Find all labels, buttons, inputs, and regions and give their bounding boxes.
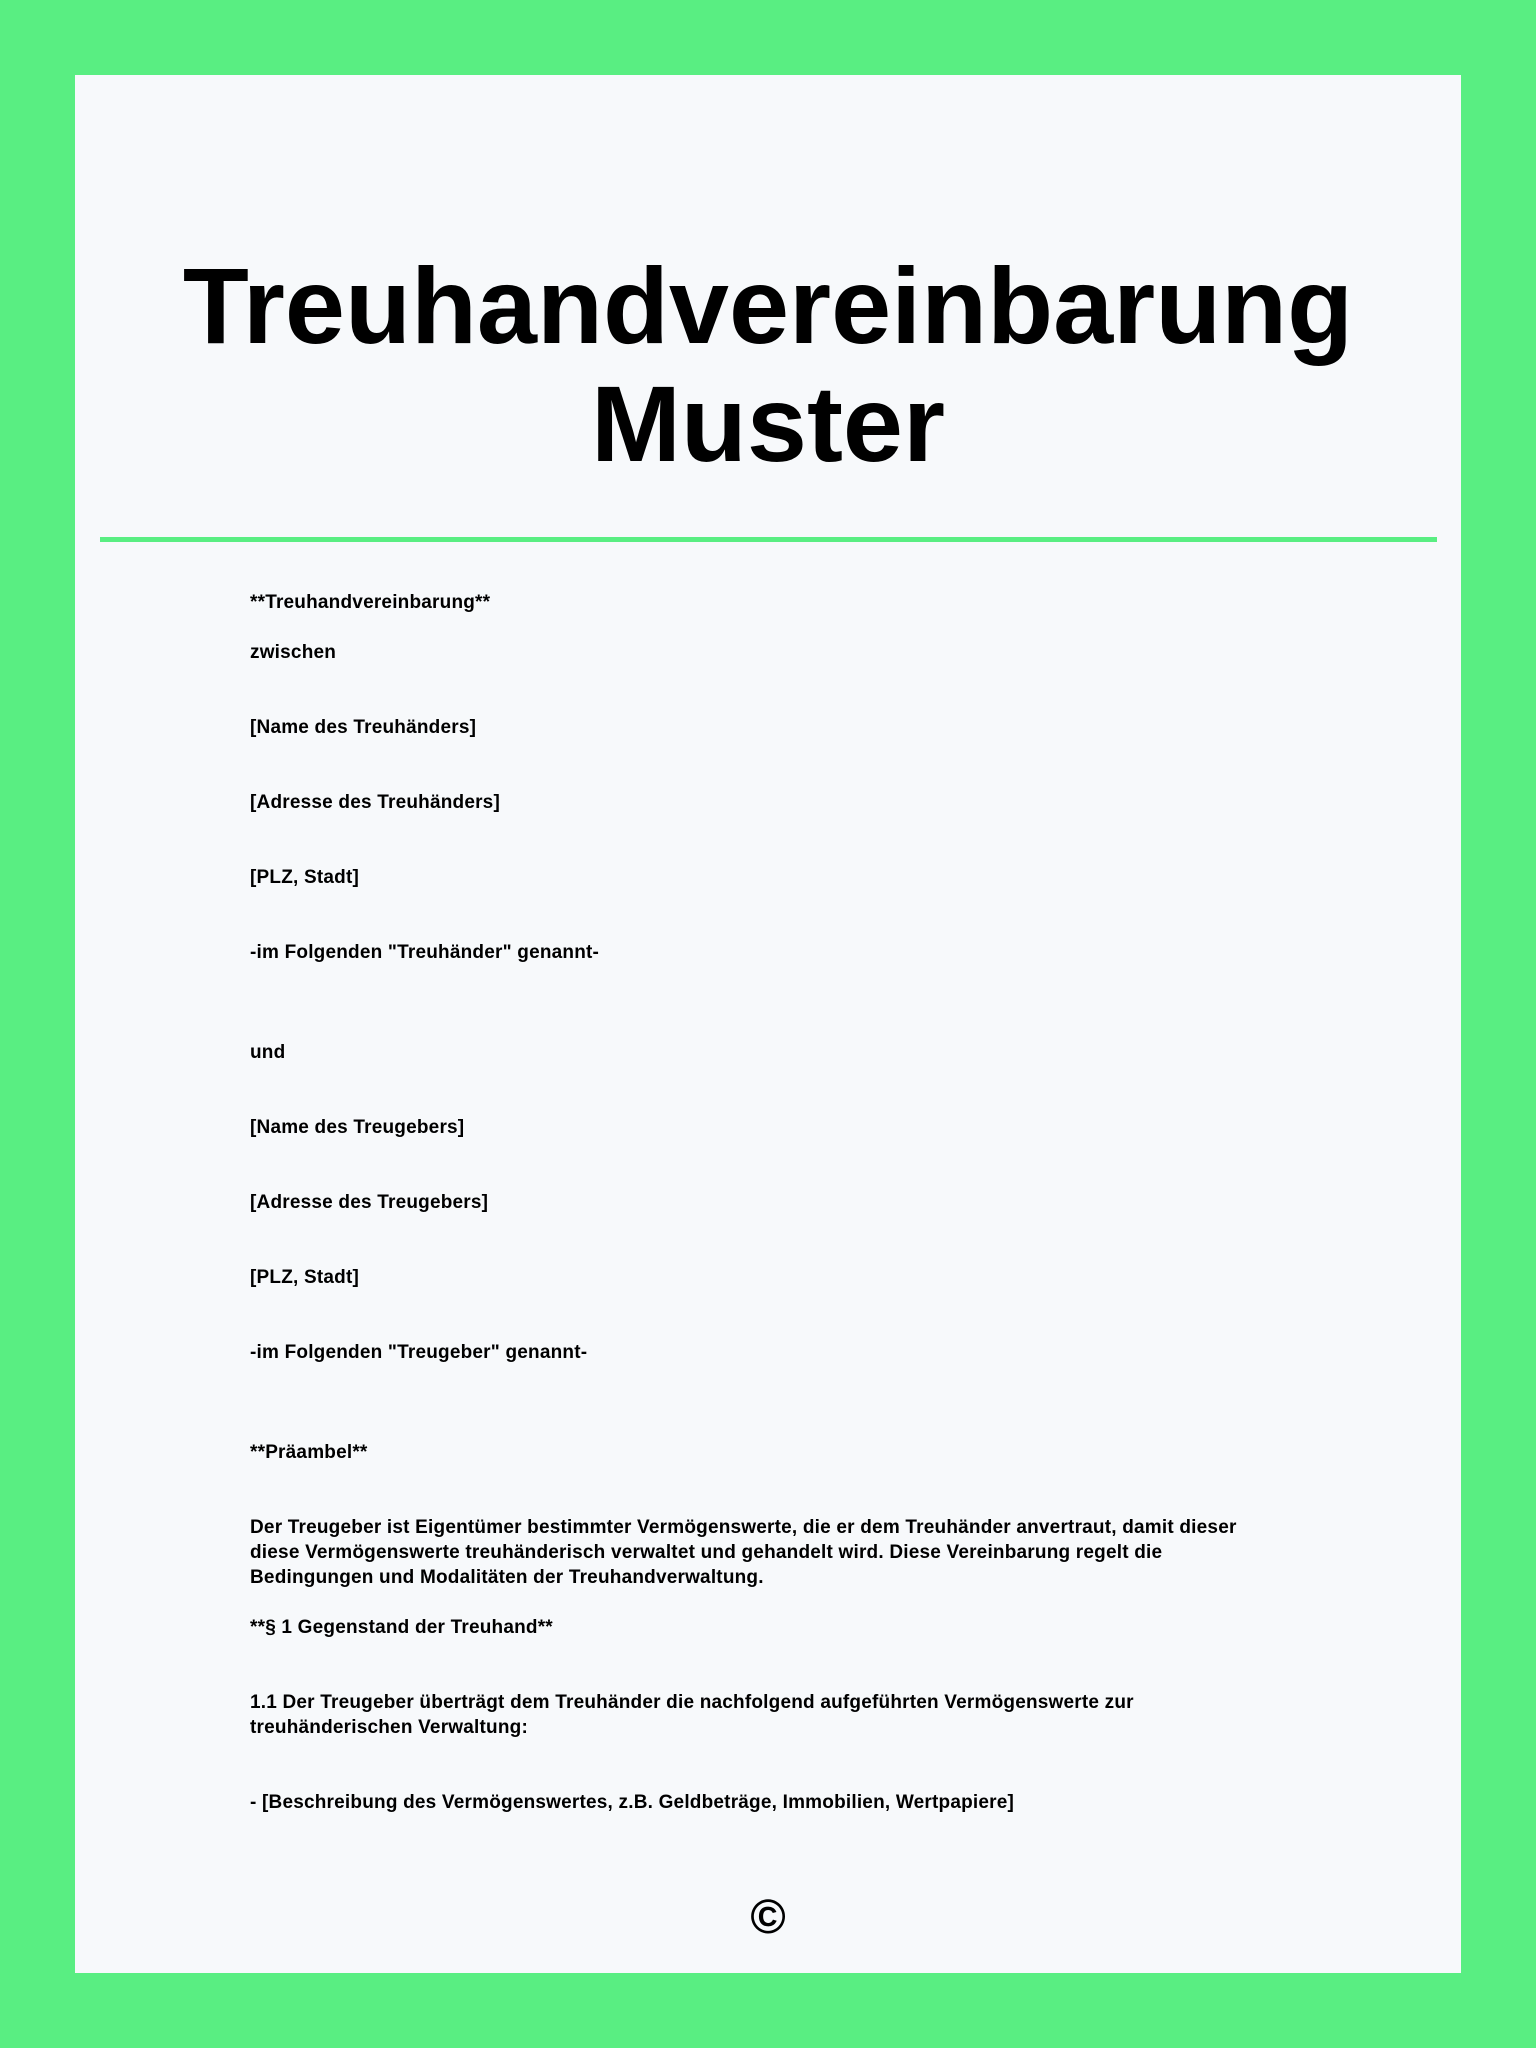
text-und: und [250,1042,286,1063]
trustee-designation: -im Folgenden "Treuhänder" genannt- [250,942,600,963]
document-page [75,75,1461,1973]
trustor-designation: -im Folgenden "Treugeber" genannt- [250,1342,588,1363]
asset-description-placeholder: - [Beschreibung des Vermögenswertes, z.B. Geldbeträge, Immobilien, Wertpapiere] [250,1792,1015,1813]
heading-paragraph-1: **§ 1 Gegenstand der Treuhand** [250,1617,553,1638]
trustor-address-placeholder: [Adresse des Treugebers] [250,1192,489,1213]
copyright-icon: © [750,1891,786,1944]
heading-praeambel: **Präambel** [250,1442,368,1463]
trustor-city-placeholder: [PLZ, Stadt] [250,1267,359,1288]
heading-treuhandvereinbarung: **Treuhandvereinbarung** [250,592,491,613]
trustee-address-placeholder: [Adresse des Treuhänders] [250,792,500,813]
document-title [75,247,1461,483]
trustee-city-placeholder: [PLZ, Stadt] [250,867,359,888]
clause-1-1: 1.1 Der Treugeber überträgt dem Treuhänder die nachfolgend aufgeführten Vermögenswerte zur treuhänderischen Verwaltung: [250,1692,1134,1738]
title-divider [100,537,1437,542]
title-line-2: Muster [590,363,946,484]
text-zwischen: zwischen [250,642,337,663]
praeambel-paragraph: Der Treugeber ist Eigentümer bestimmter Vermögenswerte, die er dem Treuhänder anvertraut, damit dieser diese Vermögenswerte treuhänderisch verwaltet und gehandelt wird. Diese Vereinbarung regelt die Bedingungen und Modalitäten der Treuhandverwaltung. [250,1517,1237,1588]
trustor-name-placeholder: [Name des Treugebers] [250,1117,465,1138]
trustee-name-placeholder: [Name des Treuhänders] [250,717,477,738]
title-line-1: Treuhandvereinbarung [182,245,1354,366]
